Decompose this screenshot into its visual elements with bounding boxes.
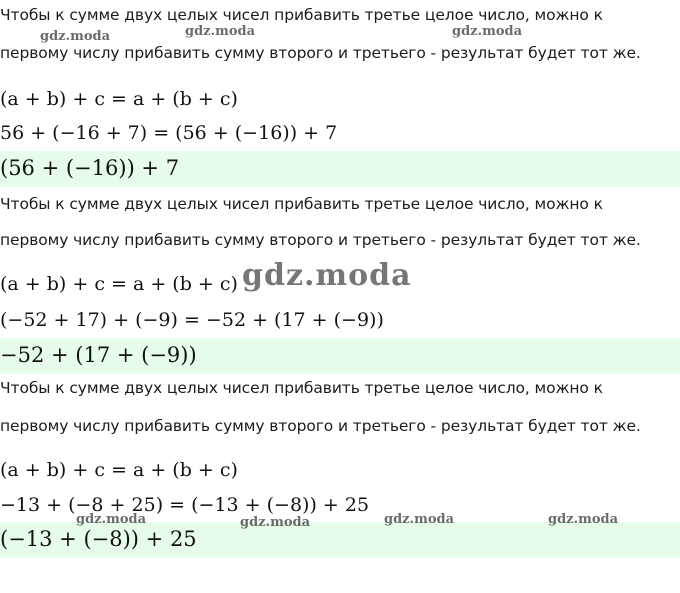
watermark: gdz.moda	[384, 512, 455, 527]
answer-row	[0, 338, 680, 374]
answer-row	[0, 522, 680, 558]
watermark: gdz.moda	[242, 258, 412, 293]
answer-row	[0, 151, 680, 187]
rule-line-1: Чтобы к сумме двух целых чисел прибавить третье целое число, можно к	[0, 6, 603, 24]
answer-text: (−13 + (−8)) + 25	[0, 527, 197, 551]
rule-line-2: первому числу прибавить сумму второго и третьего - результат будет тот же.	[0, 417, 641, 435]
answer-text: (56 + (−16)) + 7	[0, 156, 180, 180]
associative-formula: (a + b) + c = a + (b + c)	[0, 88, 238, 110]
watermark: gdz.moda	[452, 24, 523, 39]
answer-text: −52 + (17 + (−9))	[0, 343, 197, 367]
watermark: gdz.moda	[76, 512, 147, 527]
rule-line-1: Чтобы к сумме двух целых чисел прибавить третье целое число, можно к	[0, 379, 603, 397]
rule-line-2: первому числу прибавить сумму второго и третьего - результат будет тот же.	[0, 231, 641, 249]
rule-line-2: первому числу прибавить сумму второго и третьего - результат будет тот же.	[0, 44, 641, 62]
associative-formula: (a + b) + c = a + (b + c)	[0, 273, 238, 295]
equation: −13 + (−8 + 25) = (−13 + (−8)) + 25	[0, 494, 370, 516]
associative-formula: (a + b) + c = a + (b + c)	[0, 459, 238, 481]
watermark: gdz.moda	[185, 24, 256, 39]
watermark: gdz.moda	[40, 29, 111, 44]
watermark: gdz.moda	[548, 512, 619, 527]
equation: 56 + (−16 + 7) = (56 + (−16)) + 7	[0, 122, 338, 144]
equation: (−52 + 17) + (−9) = −52 + (17 + (−9))	[0, 309, 384, 331]
watermark: gdz.moda	[240, 515, 311, 530]
rule-line-1: Чтобы к сумме двух целых чисел прибавить третье целое число, можно к	[0, 195, 603, 213]
